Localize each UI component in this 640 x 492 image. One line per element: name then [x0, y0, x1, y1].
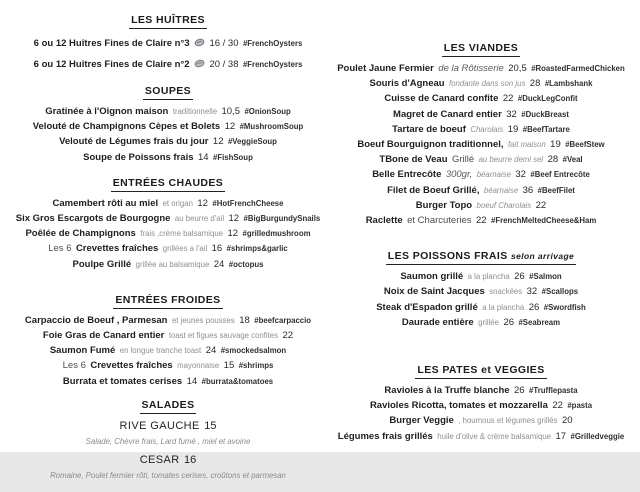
- dish-hashtag: #FrenchMeltedCheese&Ham: [491, 216, 597, 226]
- section-title-text: SALADES: [141, 398, 195, 411]
- section-entrees-chaudes: [6, 175, 330, 271]
- dish-price: 16: [184, 453, 197, 466]
- oyster-icon: [194, 59, 205, 68]
- dish-price: 26: [514, 385, 525, 397]
- menu-item: [330, 412, 632, 427]
- dish-hashtag: #FishSoup: [212, 152, 253, 162]
- section-header-row: [330, 40, 632, 57]
- dish-name: Cuisse de Canard confite: [384, 93, 499, 105]
- menu-item: [330, 299, 632, 314]
- menu-item: [6, 417, 330, 434]
- section-title: [113, 293, 222, 309]
- dish-hashtag: #beefcarpaccio: [254, 315, 312, 325]
- dish-name: 6 ou 12 Huîtres Fines de Claire n°3: [33, 38, 190, 49]
- dish-name: Crevettes fraîches: [75, 243, 159, 255]
- menu-item: [330, 382, 632, 397]
- dish-hashtag: #Beef Entrecôte: [530, 170, 590, 180]
- dish-price: 12: [212, 136, 224, 148]
- menu-item: [330, 197, 632, 212]
- dish-name: Légumes frais grillés: [337, 430, 433, 442]
- dish-price: 15: [204, 419, 217, 432]
- dish-descriptor: boeuf Charolais: [476, 200, 532, 210]
- dish-price: 14: [186, 375, 198, 387]
- dish-name: Foie Gras de Canard entier: [42, 330, 165, 342]
- dish-name: Filet de Boeuf Grillé,: [387, 184, 480, 196]
- dish-price: 26: [514, 271, 525, 283]
- dish-descriptor: snackées: [489, 287, 523, 297]
- dish-name: Camembert rôti au miel: [52, 197, 159, 209]
- dish-descriptor: fondante dans son jus: [449, 79, 526, 89]
- dish-descriptor: 300gr,: [445, 169, 473, 181]
- menu-item: [330, 136, 632, 151]
- dish-price: 19: [507, 123, 519, 135]
- dish-hashtag: #shrimps: [238, 361, 274, 371]
- dish-descriptor: a la plancha: [482, 302, 525, 312]
- dish-price: 22: [535, 199, 547, 211]
- dish-descriptor: et origan: [162, 198, 193, 208]
- dish-name: Tartare de boeuf: [392, 123, 466, 135]
- dish-descriptor: traditionnelle: [172, 107, 218, 116]
- section-salades: [6, 397, 330, 481]
- section-les-pates-et-veggies: [330, 362, 632, 443]
- dish-descriptor: au beurre d'ail: [174, 214, 225, 224]
- menu-item: [330, 314, 632, 329]
- dish-descriptor: au beurre demi sel: [478, 155, 544, 165]
- dish-name: Saumon grillé: [400, 271, 464, 283]
- menu-item: [6, 118, 330, 133]
- dish-name: Burger Veggie: [389, 415, 454, 427]
- dish-name: Burger Topo: [415, 199, 473, 211]
- menu-item: [6, 210, 330, 225]
- dish-hashtag: #Swordfish: [543, 302, 586, 312]
- salad-name: RIVE GAUCHE: [119, 419, 200, 432]
- section-title: [143, 84, 193, 100]
- section-les-poissons-frais: [330, 248, 632, 329]
- dish-descriptor: frais ,crème balsamique: [140, 229, 224, 239]
- dish-descriptor: fait maison: [508, 140, 546, 150]
- section-title-text: SOUPES: [144, 85, 192, 97]
- menu-item: [330, 182, 632, 197]
- dish-name: Ravioles Ricotta, tomates et mozzarella: [369, 400, 548, 412]
- section-title-text: LES PATES et VEGGIES: [417, 364, 545, 377]
- dish-hashtag: #BigBurgundySnails: [243, 214, 321, 224]
- dish-price: 28: [547, 154, 559, 166]
- dish-hashtag: #Seabream: [518, 317, 561, 327]
- section-header-row: [6, 12, 330, 29]
- dish-price: 14: [197, 151, 209, 163]
- dish-descriptor: en longue tranche toast: [119, 346, 202, 356]
- section-title-suffix: selon arrivage: [510, 251, 575, 262]
- dish-name: Poulet Jaune Fermier: [337, 63, 434, 74]
- dish-name: Six Gros Escargots de Bourgogne: [15, 213, 171, 225]
- dish-descriptor: toast et figues sauvage confites: [168, 331, 279, 341]
- salad-name: CESAR: [139, 453, 180, 466]
- dish-hashtag: #FrenchOysters: [242, 39, 303, 48]
- dish-price: 22: [502, 93, 514, 105]
- menu-item: [330, 75, 632, 90]
- dish-price: 12: [197, 197, 208, 209]
- menu-item: [6, 434, 330, 447]
- dish-hashtag: #octopus: [228, 259, 264, 269]
- dish-price: 20: [562, 415, 573, 427]
- section-header-row: [6, 175, 330, 192]
- dish-price: 12: [227, 228, 239, 240]
- menu-item: [6, 342, 330, 357]
- menu-column-right: [330, 40, 632, 454]
- dish-hashtag: #burrata&tomatoes: [201, 376, 274, 386]
- dish-hashtag: #OnionSoup: [244, 107, 291, 116]
- menu-item: [6, 195, 330, 210]
- dish-hashtag: #shrimps&garlic: [226, 244, 288, 254]
- menu-item: [6, 149, 330, 164]
- section-title: [111, 176, 225, 192]
- dish-name: Noix de Saint Jacques: [383, 286, 485, 298]
- dish-name: Velouté de Champignons Cèpes et Bolets: [32, 121, 221, 133]
- dish-price: 10,5: [221, 106, 240, 117]
- dish-hashtag: #Trufflepasta: [529, 386, 578, 396]
- dish-hashtag: #BeefStew: [565, 140, 605, 150]
- dish-price: 22: [552, 400, 563, 412]
- menu-item: [330, 60, 632, 75]
- menu-item: [6, 373, 330, 388]
- menu-item: [330, 212, 632, 227]
- dish-descriptor: béarnaise: [476, 170, 511, 180]
- dish-name: Poulpe Grillé: [72, 258, 132, 270]
- dish-descriptor: grillée au balsamique: [135, 259, 210, 269]
- menu-item: [330, 121, 632, 136]
- dish-hashtag: #Grilledveggie: [570, 431, 625, 441]
- menu-item: [6, 451, 330, 468]
- dish-hashtag: #FrenchOysters: [242, 60, 303, 69]
- dish-name: Steak d'Espadon grillé: [376, 301, 478, 313]
- dish-price: 18: [239, 314, 250, 326]
- section-entrees-froides: [6, 292, 330, 388]
- dish-price: 17: [555, 430, 567, 442]
- section-soupes: [6, 83, 330, 164]
- dish-hashtag: #DuckLegConfit: [517, 94, 578, 104]
- dish-name-secondary: Grillé: [451, 154, 475, 166]
- section-header-row: [330, 362, 632, 379]
- dish-descriptor: et jeunes pousses: [171, 315, 235, 325]
- dish-name: Burrata et tomates cerises: [62, 375, 183, 387]
- menu-item: [6, 357, 330, 372]
- menu-item: [330, 151, 632, 166]
- dish-price: 12: [224, 121, 236, 133]
- section-title: [129, 13, 207, 29]
- dish-descriptor: grillées a l'ail: [162, 244, 208, 254]
- section-title: [140, 398, 197, 414]
- dish-price: 12: [228, 213, 240, 225]
- dish-name-secondary: Les 6: [62, 360, 86, 372]
- dish-hashtag: #smockedsalmon: [220, 346, 287, 356]
- dish-price: 19: [550, 139, 561, 151]
- dish-descriptor: Charolais: [470, 124, 504, 134]
- menu-item: [6, 53, 330, 74]
- dish-name: Saumon Fumé: [49, 345, 116, 357]
- menu-item: [6, 256, 330, 271]
- section-title: [386, 249, 576, 265]
- menu-item: [6, 103, 330, 118]
- menu-item: [330, 90, 632, 105]
- dish-name: Boeuf Bourguignon traditionnel,: [357, 139, 504, 151]
- dish-hashtag: #RoastedFarmedChicken: [531, 64, 625, 73]
- menu-item: [330, 106, 632, 121]
- dish-descriptor: mayonnaise: [177, 361, 220, 371]
- dish-name: Ravioles à la Truffe blanche: [384, 385, 510, 397]
- salad-description: Salade, Chèvre frais, Lard fumé , miel et avoine: [85, 436, 251, 446]
- dish-hashtag: #BeefTartare: [522, 124, 570, 134]
- section-header-row: [330, 248, 632, 265]
- dish-descriptor: , houmous et légumes grillés: [458, 416, 558, 426]
- dish-name: Crevettes fraîches: [90, 360, 173, 372]
- dish-name: Raclette: [365, 215, 403, 227]
- dish-price: 22: [282, 330, 294, 342]
- dish-price: 32: [515, 169, 526, 181]
- menu-item: [6, 240, 330, 255]
- section-les-viandes: [330, 40, 632, 227]
- dish-price: 26: [503, 316, 515, 328]
- dish-name: Carpaccio de Boeuf , Parmesan: [24, 314, 168, 326]
- dish-hashtag: #grilledmushroom: [242, 229, 311, 239]
- menu-item: [6, 133, 330, 148]
- menu-item: [330, 268, 632, 283]
- dish-hashtag: #VeggieSoup: [227, 137, 277, 147]
- dish-hashtag: #BeefFilet: [537, 185, 575, 195]
- dish-descriptor: grillée: [478, 317, 499, 327]
- dish-name: Souris d'Agneau: [369, 78, 445, 90]
- dish-price: 32: [526, 286, 538, 298]
- dish-price: 15: [223, 360, 235, 372]
- dish-hashtag: #Lambshank: [544, 79, 593, 89]
- dish-name: Poêlée de Champignons: [25, 228, 136, 240]
- section-title-text: LES HUÎTRES: [131, 14, 205, 26]
- menu-item: [6, 327, 330, 342]
- dish-price: 16 / 30: [209, 38, 239, 49]
- dish-price: 24: [213, 258, 225, 270]
- dish-name: Daurade entière: [401, 316, 474, 328]
- section-title: [442, 41, 520, 57]
- section-header-row: [6, 292, 330, 309]
- dish-hashtag: #Scallops: [541, 287, 579, 297]
- oyster-icon: [194, 38, 205, 47]
- dish-price: 26: [528, 301, 540, 313]
- dish-descriptor: de la Rôtisserie: [438, 63, 504, 74]
- menu-item: [6, 32, 330, 53]
- dish-descriptor: a la plancha: [467, 272, 510, 282]
- dish-hashtag: #DuckBreast: [521, 109, 569, 119]
- salad-description: Romaine, Poulet fermier rôti, tomates cerises, croûtons et parmesan: [50, 470, 286, 480]
- dish-descriptor: béarnaise: [483, 185, 519, 195]
- dish-hashtag: #HotFrenchCheese: [212, 198, 284, 208]
- dish-name-secondary: et Charcuteries: [407, 215, 472, 227]
- dish-price: 36: [522, 184, 534, 196]
- dish-price: 20 / 38: [209, 59, 239, 70]
- section-header-row: [6, 397, 330, 414]
- dish-price: 24: [205, 345, 217, 357]
- menu-item: [330, 397, 632, 412]
- dish-name: Belle Entrecôte: [372, 169, 442, 181]
- menu-item: [6, 468, 330, 481]
- dish-descriptor: huile d'olive & crème balsamique: [437, 431, 552, 441]
- dish-name: Soupe de Poissons frais: [83, 151, 194, 163]
- menu-column-left: [6, 12, 330, 492]
- section-title: [415, 363, 546, 379]
- dish-price: 32: [506, 108, 517, 120]
- dish-name: 6 ou 12 Huîtres Fines de Claire n°2: [33, 59, 190, 70]
- section-title-text: LES VIANDES: [443, 42, 519, 54]
- dish-price: 28: [529, 78, 541, 90]
- dish-hashtag: #Veal: [562, 155, 583, 165]
- dish-hashtag: #pasta: [567, 401, 593, 411]
- dish-price: 20,5: [508, 63, 527, 74]
- dish-hashtag: #MushroomSoup: [239, 122, 304, 132]
- dish-hashtag: #Salmon: [529, 272, 562, 282]
- dish-price: 16: [211, 243, 223, 255]
- dish-name: Magret de Canard entier: [393, 108, 502, 120]
- dish-price: 22: [475, 215, 487, 227]
- menu-item: [6, 225, 330, 240]
- section-title-text: LES POISSONS FRAIS: [387, 250, 508, 263]
- dish-name: Velouté de Légumes frais du jour: [59, 136, 209, 148]
- dish-name: TBone de Veau: [379, 154, 448, 166]
- dish-name: Gratinée à l'Oignon maison: [45, 106, 169, 117]
- section-header-row: [6, 83, 330, 100]
- section-les-huitres: [6, 12, 330, 74]
- dish-name-secondary: Les 6: [48, 243, 72, 255]
- menu-item: [330, 428, 632, 443]
- section-title-text: ENTRÉES CHAUDES: [112, 176, 224, 189]
- section-title-text: ENTRÉES FROIDES: [115, 293, 221, 306]
